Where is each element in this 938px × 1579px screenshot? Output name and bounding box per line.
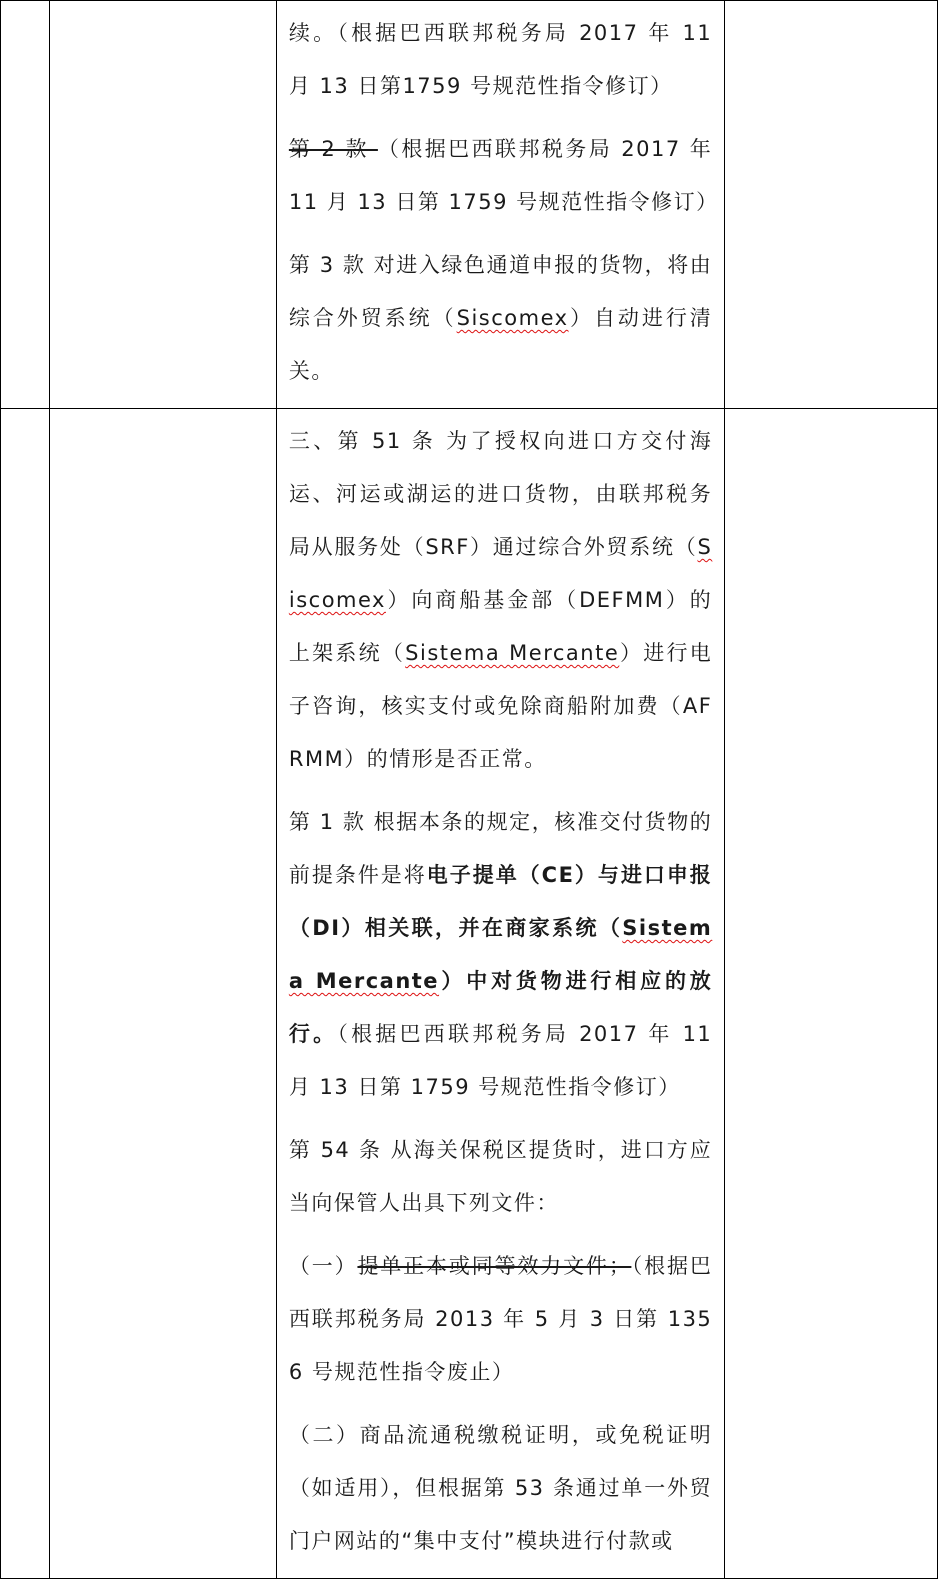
table-cell-text (276, 1, 724, 409)
table-cell-index (1, 409, 50, 1579)
text-segment: 三、第 51 条 为了授权向进口方交付海运、河运或湖运的进口货物，由联邦税务局从服务处（SRF）通过综合外贸系统（ (288, 429, 713, 559)
cell-paragraphs (277, 1, 724, 398)
text-segment: ）中对货物进行相应的放行。 (288, 969, 713, 1046)
text-segment: （根据巴西联邦税务局 2013 年 5 月 3 日第 1356 号规范性指令废止） (288, 1254, 713, 1384)
paragraph (289, 415, 712, 786)
text-segment: 第 1 款 根据本条的规定，核准交付货物的前提条件是将 (288, 810, 713, 887)
paragraph (289, 7, 712, 113)
table-cell-original (50, 409, 277, 1579)
table-cell-text (276, 409, 724, 1579)
text-segment: Siscomex (288, 535, 713, 612)
text-segment: ）向商船基金部（DEFMM）的上架系统（ (288, 588, 713, 665)
table-row (1, 409, 938, 1579)
text-segment: 电子提单（CE）与进口申报（DI）相关联，并在商家系统（ (288, 863, 713, 940)
table-cell-index (1, 1, 50, 409)
text-segment: ）进行电子咨询，核实支付或免除商船附加费（AFRMM）的情形是否正常。 (288, 641, 713, 771)
cell-paragraphs (277, 409, 724, 1568)
paragraph (289, 1124, 712, 1230)
table-cell-notes (725, 409, 938, 1579)
paragraph (288, 123, 719, 229)
text-segment: 第 3 款 对进入绿色通道申报的货物，将由综合外贸系统（ (288, 253, 713, 330)
text-segment: （根据巴西联邦税务局 2017 年 11 月 13 日第 1759 号规范性指令修订） (288, 137, 719, 214)
text-segment: 续。（根据巴西联邦税务局 2017 年 11 月 13 日第1759 号规范性指令修订） (288, 21, 713, 98)
text-segment: 提单正本或同等效力文件； (357, 1254, 632, 1278)
text-segment: 第 2 款 (288, 137, 378, 161)
text-segment: （一） (288, 1254, 358, 1278)
table-cell-notes (725, 1, 938, 409)
paragraph (289, 1240, 712, 1399)
table-cell-original (50, 1, 277, 409)
text-segment: ）自动进行清关。 (288, 306, 713, 383)
text-segment: Siscomex (456, 306, 569, 330)
text-segment: Sistema Mercante (288, 916, 713, 993)
paragraph (289, 796, 712, 1114)
table-row (1, 1, 938, 409)
paragraph (289, 239, 712, 398)
text-segment: （二）商品流通税缴税证明，或免税证明（如适用），但根据第 53 条通过单一外贸门户网站的“集中支付”模块进行付款或 (288, 1423, 713, 1553)
text-segment: （根据巴西联邦税务局 2017 年 11 月 13 日第 1759 号规范性指令修订） (288, 1022, 713, 1099)
text-segment: 第 54 条 从海关保税区提货时，进口方应当向保管人出具下列文件： (288, 1138, 713, 1215)
text-segment: Sistema Mercante (405, 641, 620, 665)
paragraph (289, 1409, 712, 1568)
